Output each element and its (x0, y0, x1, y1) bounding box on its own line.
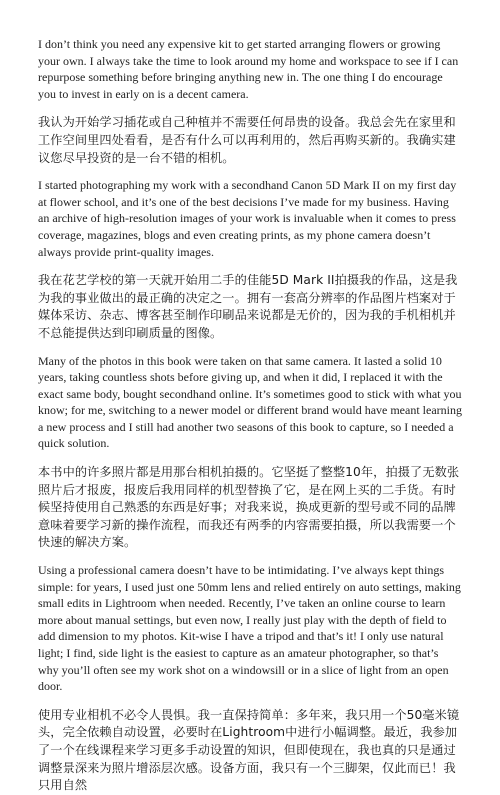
paragraph-zh-1: 我认为开始学习插花或自己种植并不需要任何昂贵的设备。我总会先在家里和工作空间里四处看看，是否有什么可以再利用的，然后再购买新的。我确实建议您尽早投资的是一台不错的相机。 (38, 115, 456, 165)
paragraph-zh-4: 使用专业相机不必令人畏惧。我一直保持简单：多年来，我只用一个50毫米镜头，完全依赖自动设置，必要时在Lightroom中进行小幅调整。最近，我参加了一个在线课程来学习更多手动设置的知识，但即使现在，我也真的只是通过调整景深来为照片增添层次感。设备方面，我只有一个三脚架，仅此而已！我只用自然 (38, 707, 460, 793)
paragraph-en-2: I started photographing my work with a secondhand Canon 5D Mark II on my first day at flower school, and it’s one of the best decisions I’ve made for my business. Having an archive of high-resolution images of your work is invaluable when it comes to press coverage, magazines, blogs and even creating prints, as my phone camera doesn’t always provide print-quality images. (38, 178, 457, 259)
paragraph-zh-3: 本书中的许多照片都是用那台相机拍摄的。它坚挺了整整10年，拍摄了无数张照片后才报废，报废后我用同样的机型替换了它，是在网上买的二手货。有时候坚持使用自己熟悉的东西是好事；对我来说，换成更新的型号或不同的品牌意味着要学习新的操作流程，而我还有两季的内容需要拍摄，所以我需要一个快速的解决方案。 (38, 465, 460, 550)
paragraph-en-3: Many of the photos in this book were taken on that same camera. It lasted a solid 10 years, taking countless shots before giving up, and when it did, I replaced it with the exact same body, bought secondhand online. It’s sometimes good to stick with what you know; for me, switching to a newer model or different brand would have meant learning a new process and I still had another two seasons of this book to capture, so I needed a quick solution. (38, 353, 462, 451)
paragraph-en-1: I don’t think you need any expensive kit to get started arranging flowers or growing your own. I always take the time to look around my home and workspace to see if I can repurpose something before bringing anything new in. The one thing I do encourage you to invest in early on is a decent camera. (38, 37, 459, 101)
paragraph-zh-2: 我在花艺学校的第一天就开始用二手的佳能5D Mark II拍摄我的作品，这是我为我的事业做出的最正确的决定之一。拥有一套高分辨率的作品图片档案对于媒体采访、杂志、博客甚至制作印刷品来说都是无价的，因为我的手机相机并不总能提供达到印刷质量的图像。 (38, 273, 458, 340)
paragraph-en-4: Using a professional camera doesn’t have to be intimidating. I’ve always kept things simple: for years, I used just one 50mm lens and relied entirely on auto settings, making small edits in Lightroom when needed. Recently, I’ve taken an online course to learn more about manual settings, but even now, I really just play with the depth of field to add dimension to my photos. Kit-wise I have a tripod and that’s it! I only use natural light; I find, side light is the easiest to capture as an amateur photographer, so that’s why you’ll often see my work shot on a windowsill or in a slice of light from an open door. (38, 563, 461, 694)
